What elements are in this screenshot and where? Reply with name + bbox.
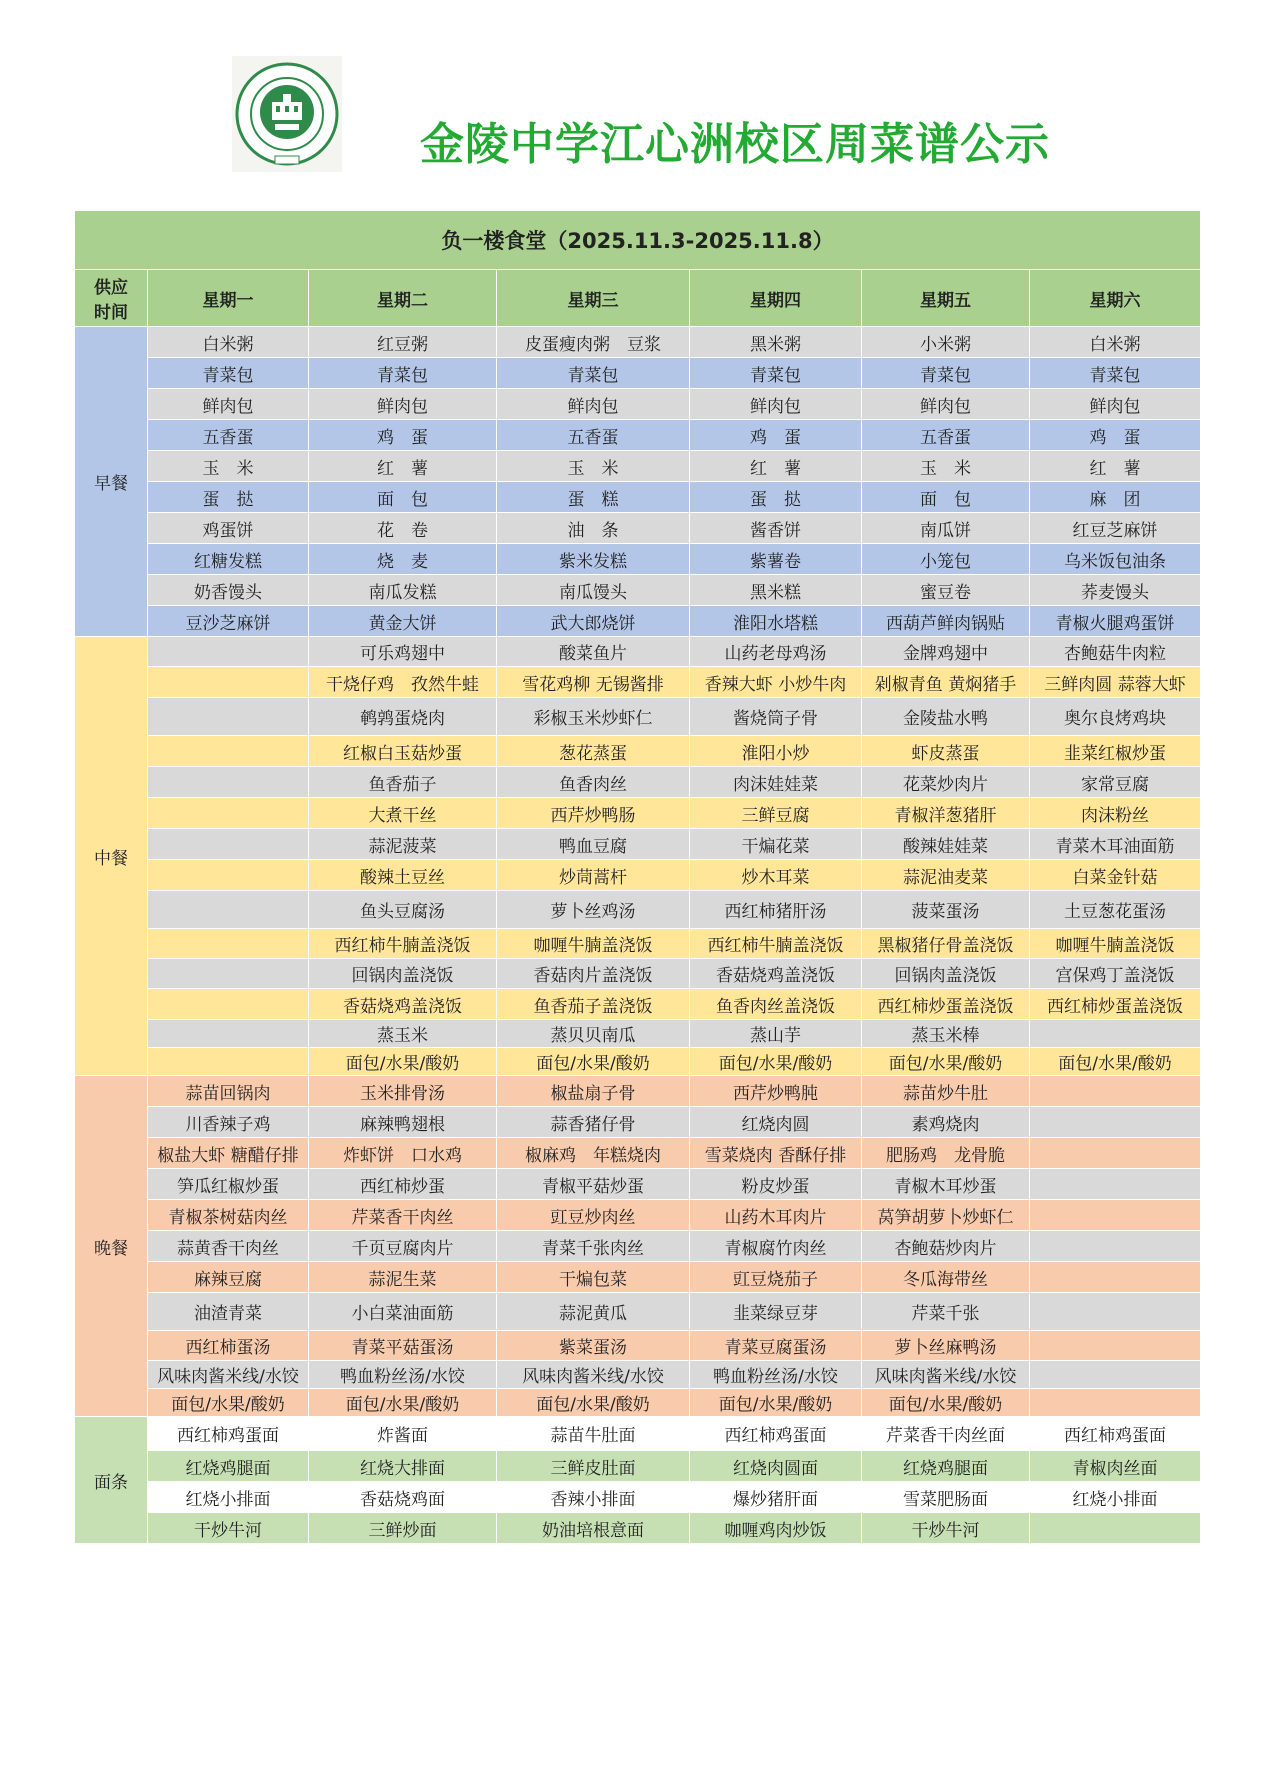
menu-cell: 咖喱鸡肉炒饭 xyxy=(690,1513,862,1544)
menu-cell: 面 包 xyxy=(309,482,497,513)
menu-cell: 咖喱牛腩盖浇饭 xyxy=(1030,929,1201,959)
table-row xyxy=(75,959,1201,989)
menu-cell: 干煸包菜 xyxy=(497,1262,690,1293)
header-supply-time: 供应 时间 xyxy=(75,270,148,327)
menu-cell: 鲜肉包 xyxy=(309,389,497,420)
menu-cell: 香菇烧鸡盖浇饭 xyxy=(690,959,862,989)
menu-cell: 豆沙芝麻饼 xyxy=(148,606,309,637)
menu-cell: 面包/水果/酸奶 xyxy=(690,1389,862,1417)
header-day: 星期三 xyxy=(497,270,690,327)
menu-cell: 黑椒猪仔骨盖浇饭 xyxy=(862,929,1030,959)
menu-cell: 麻 团 xyxy=(1030,482,1201,513)
menu-cell: 青椒茶树菇肉丝 xyxy=(148,1200,309,1231)
header-day: 星期四 xyxy=(690,270,862,327)
menu-cell: 蒜黄香干肉丝 xyxy=(148,1231,309,1262)
menu-cell: 干煸花菜 xyxy=(690,829,862,860)
menu-cell: 五香蛋 xyxy=(148,420,309,451)
menu-cell: 回锅肉盖浇饭 xyxy=(309,959,497,989)
menu-cell xyxy=(148,1048,309,1076)
menu-cell: 椒盐扇子骨 xyxy=(497,1076,690,1107)
menu-cell: 千页豆腐肉片 xyxy=(309,1231,497,1262)
menu-cell: 芹菜千张 xyxy=(862,1293,1030,1331)
menu-cell: 杏鲍菇牛肉粒 xyxy=(1030,637,1201,667)
menu-cell: 南瓜发糕 xyxy=(309,575,497,606)
menu-cell: 三鲜炒面 xyxy=(309,1513,497,1544)
menu-cell: 西红柿鸡蛋面 xyxy=(148,1417,309,1451)
table-row xyxy=(75,1048,1201,1076)
menu-cell: 金陵盐水鸭 xyxy=(862,698,1030,736)
menu-cell: 西红柿炒蛋 xyxy=(309,1169,497,1200)
menu-cell: 回锅肉盖浇饭 xyxy=(862,959,1030,989)
menu-cell: 青菜木耳油面筋 xyxy=(1030,829,1201,860)
menu-cell xyxy=(1030,1361,1201,1389)
menu-cell: 青菜平菇蛋汤 xyxy=(309,1331,497,1361)
menu-cell xyxy=(1030,1231,1201,1262)
menu-cell: 红烧肉圆 xyxy=(690,1107,862,1138)
table-row xyxy=(75,389,1201,420)
menu-cell: 红烧小排面 xyxy=(1030,1482,1201,1513)
menu-cell: 炒木耳菜 xyxy=(690,860,862,891)
table-row xyxy=(75,1138,1201,1169)
menu-cell: 青椒木耳炒蛋 xyxy=(862,1169,1030,1200)
menu-cell: 红烧大排面 xyxy=(309,1451,497,1482)
menu-cell: 风味肉酱米线/水饺 xyxy=(497,1361,690,1389)
menu-cell: 青菜千张肉丝 xyxy=(497,1231,690,1262)
menu-cell: 鸭血豆腐 xyxy=(497,829,690,860)
menu-cell: 大煮干丝 xyxy=(309,798,497,829)
menu-cell: 皮蛋瘦肉粥 豆浆 xyxy=(497,327,690,358)
table-row xyxy=(75,420,1201,451)
menu-cell: 油 条 xyxy=(497,513,690,544)
menu-cell: 花 卷 xyxy=(309,513,497,544)
menu-cell: 香辣大虾 小炒牛肉 xyxy=(690,667,862,698)
menu-cell: 面包/水果/酸奶 xyxy=(690,1048,862,1076)
table-row xyxy=(75,1451,1201,1482)
menu-cell xyxy=(1030,1169,1201,1200)
menu-cell xyxy=(148,989,309,1020)
menu-cell: 青菜包 xyxy=(309,358,497,389)
menu-cell: 雪菜烧肉 香酥仔排 xyxy=(690,1138,862,1169)
table-row xyxy=(75,1262,1201,1293)
header-day: 星期一 xyxy=(148,270,309,327)
menu-cell: 萝卜丝鸡汤 xyxy=(497,891,690,929)
menu-cell: 面包/水果/酸奶 xyxy=(1030,1048,1201,1076)
menu-cell: 青菜包 xyxy=(148,358,309,389)
table-row xyxy=(75,1331,1201,1361)
menu-cell: 可乐鸡翅中 xyxy=(309,637,497,667)
table-row xyxy=(75,1389,1201,1417)
menu-cell xyxy=(148,667,309,698)
menu-cell: 酱烧筒子骨 xyxy=(690,698,862,736)
menu-cell: 青菜包 xyxy=(1030,358,1201,389)
menu-cell: 蒜苗回锅肉 xyxy=(148,1076,309,1107)
menu-cell: 鲜肉包 xyxy=(497,389,690,420)
menu-cell: 面包/水果/酸奶 xyxy=(309,1048,497,1076)
menu-cell: 笋瓜红椒炒蛋 xyxy=(148,1169,309,1200)
menu-cell: 烧 麦 xyxy=(309,544,497,575)
table-row xyxy=(75,767,1201,798)
menu-cell: 酸辣土豆丝 xyxy=(309,860,497,891)
meal-label: 晚餐 xyxy=(75,1076,148,1417)
menu-cell: 乌米饭包油条 xyxy=(1030,544,1201,575)
menu-cell: 红 薯 xyxy=(1030,451,1201,482)
menu-cell: 椒盐大虾 糖醋仔排 xyxy=(148,1138,309,1169)
menu-cell: 紫菜蛋汤 xyxy=(497,1331,690,1361)
menu-cell: 香菇肉片盖浇饭 xyxy=(497,959,690,989)
menu-cell: 蛋 挞 xyxy=(690,482,862,513)
menu-cell: 酸辣娃娃菜 xyxy=(862,829,1030,860)
menu-cell: 西红柿蛋汤 xyxy=(148,1331,309,1361)
table-row xyxy=(75,860,1201,891)
table-row xyxy=(75,1293,1201,1331)
menu-cell: 粉皮炒蛋 xyxy=(690,1169,862,1200)
table-row xyxy=(75,451,1201,482)
menu-cell: 青椒平菇炒蛋 xyxy=(497,1169,690,1200)
table-row xyxy=(75,544,1201,575)
menu-cell xyxy=(148,929,309,959)
menu-cell: 红 薯 xyxy=(309,451,497,482)
menu-cell: 玉米排骨汤 xyxy=(309,1076,497,1107)
menu-cell: 鸡 蛋 xyxy=(1030,420,1201,451)
meal-label: 早餐 xyxy=(75,327,148,637)
menu-cell: 冬瓜海带丝 xyxy=(862,1262,1030,1293)
menu-cell: 三鲜肉圆 蒜蓉大虾 xyxy=(1030,667,1201,698)
menu-cell: 莴笋胡萝卜炒虾仁 xyxy=(862,1200,1030,1231)
menu-cell xyxy=(1030,1293,1201,1331)
table-row xyxy=(75,358,1201,389)
menu-cell: 鸡 蛋 xyxy=(690,420,862,451)
menu-cell: 红烧小排面 xyxy=(148,1482,309,1513)
table-row xyxy=(75,1076,1201,1107)
menu-cell: 西红柿鸡蛋面 xyxy=(1030,1417,1201,1451)
menu-cell: 蒸玉米 xyxy=(309,1020,497,1048)
menu-cell: 山药木耳肉片 xyxy=(690,1200,862,1231)
menu-cell: 萝卜丝麻鸭汤 xyxy=(862,1331,1030,1361)
menu-cell: 面包/水果/酸奶 xyxy=(497,1048,690,1076)
menu-body xyxy=(75,327,1201,1544)
menu-cell: 玉 米 xyxy=(497,451,690,482)
menu-cell: 红豆芝麻饼 xyxy=(1030,513,1201,544)
menu-cell: 鱼香肉丝盖浇饭 xyxy=(690,989,862,1020)
menu-cell: 鲜肉包 xyxy=(862,389,1030,420)
menu-cell: 蒜苗炒牛肚 xyxy=(862,1076,1030,1107)
menu-cell: 麻辣豆腐 xyxy=(148,1262,309,1293)
menu-cell xyxy=(1030,1389,1201,1417)
menu-cell: 鲜肉包 xyxy=(1030,389,1201,420)
menu-table xyxy=(74,210,1201,1544)
menu-cell xyxy=(1030,1200,1201,1231)
menu-cell: 豇豆炒肉丝 xyxy=(497,1200,690,1231)
menu-cell: 芹菜香干肉丝面 xyxy=(862,1417,1030,1451)
menu-cell: 青菜豆腐蛋汤 xyxy=(690,1331,862,1361)
table-row xyxy=(75,1482,1201,1513)
menu-cell: 鸭血粉丝汤/水饺 xyxy=(309,1361,497,1389)
table-row xyxy=(75,513,1201,544)
header-day: 星期二 xyxy=(309,270,497,327)
menu-cell: 红糖发糕 xyxy=(148,544,309,575)
menu-cell: 面包/水果/酸奶 xyxy=(148,1389,309,1417)
table-row xyxy=(75,606,1201,637)
menu-cell: 风味肉酱米线/水饺 xyxy=(862,1361,1030,1389)
menu-cell: 雪菜肥肠面 xyxy=(862,1482,1030,1513)
menu-cell: 青菜包 xyxy=(862,358,1030,389)
menu-cell: 素鸡烧肉 xyxy=(862,1107,1030,1138)
menu-cell: 黑米糕 xyxy=(690,575,862,606)
menu-cell xyxy=(1030,1513,1201,1544)
menu-cell: 西红柿鸡蛋面 xyxy=(690,1417,862,1451)
menu-cell: 花菜炒肉片 xyxy=(862,767,1030,798)
menu-cell: 鲜肉包 xyxy=(148,389,309,420)
menu-cell: 雪花鸡柳 无锡酱排 xyxy=(497,667,690,698)
menu-cell: 紫米发糕 xyxy=(497,544,690,575)
menu-cell: 干炒牛河 xyxy=(148,1513,309,1544)
menu-cell: 红烧肉圆面 xyxy=(690,1451,862,1482)
menu-cell: 鸡蛋饼 xyxy=(148,513,309,544)
menu-cell xyxy=(148,860,309,891)
menu-cell: 麻辣鸭翅根 xyxy=(309,1107,497,1138)
menu-cell: 土豆葱花蛋汤 xyxy=(1030,891,1201,929)
table-row xyxy=(75,575,1201,606)
meal-label: 中餐 xyxy=(75,637,148,1076)
table-row xyxy=(75,1020,1201,1048)
menu-cell: 韭菜红椒炒蛋 xyxy=(1030,736,1201,767)
menu-cell: 面包/水果/酸奶 xyxy=(862,1048,1030,1076)
menu-cell xyxy=(1030,1262,1201,1293)
menu-cell: 面包/水果/酸奶 xyxy=(862,1389,1030,1417)
menu-cell: 蒜香猪仔骨 xyxy=(497,1107,690,1138)
menu-cell: 蒜苗牛肚面 xyxy=(497,1417,690,1451)
menu-cell: 白米粥 xyxy=(148,327,309,358)
table-row xyxy=(75,798,1201,829)
table-row xyxy=(75,736,1201,767)
menu-cell: 椒麻鸡 年糕烧肉 xyxy=(497,1138,690,1169)
table-row xyxy=(75,929,1201,959)
menu-cell: 肉沫粉丝 xyxy=(1030,798,1201,829)
menu-cell: 青椒肉丝面 xyxy=(1030,1451,1201,1482)
menu-cell: 青椒火腿鸡蛋饼 xyxy=(1030,606,1201,637)
table-row xyxy=(75,1200,1201,1231)
table-row xyxy=(75,667,1201,698)
menu-cell: 三鲜皮肚面 xyxy=(497,1451,690,1482)
menu-cell: 西葫芦鲜肉锅贴 xyxy=(862,606,1030,637)
menu-cell: 炒茼蒿杆 xyxy=(497,860,690,891)
menu-cell: 蒸山芋 xyxy=(690,1020,862,1048)
menu-cell: 杏鲍菇炒肉片 xyxy=(862,1231,1030,1262)
menu-cell: 荞麦馒头 xyxy=(1030,575,1201,606)
menu-cell xyxy=(148,798,309,829)
menu-cell: 玉 米 xyxy=(862,451,1030,482)
menu-cell: 青椒洋葱猪肝 xyxy=(862,798,1030,829)
menu-cell: 蒜泥黄瓜 xyxy=(497,1293,690,1331)
menu-cell: 鸭血粉丝汤/水饺 xyxy=(690,1361,862,1389)
menu-cell: 菠菜蛋汤 xyxy=(862,891,1030,929)
table-row xyxy=(75,698,1201,736)
menu-cell: 奶油培根意面 xyxy=(497,1513,690,1544)
menu-cell: 蛋 挞 xyxy=(148,482,309,513)
menu-cell: 葱花蒸蛋 xyxy=(497,736,690,767)
menu-cell: 西红柿炒蛋盖浇饭 xyxy=(862,989,1030,1020)
menu-cell: 南瓜馒头 xyxy=(497,575,690,606)
page-title: 金陵中学江心洲校区周菜谱公示 xyxy=(420,119,1050,170)
menu-cell: 香菇烧鸡面 xyxy=(309,1482,497,1513)
table-caption: 负一楼食堂（2025.11.3-2025.11.8） xyxy=(75,211,1201,270)
table-row xyxy=(75,1107,1201,1138)
menu-cell: 西芹炒鸭肠 xyxy=(497,798,690,829)
menu-cell: 川香辣子鸡 xyxy=(148,1107,309,1138)
menu-cell: 黄金大饼 xyxy=(309,606,497,637)
menu-cell: 青椒腐竹肉丝 xyxy=(690,1231,862,1262)
menu-cell: 青菜包 xyxy=(690,358,862,389)
menu-cell: 油渣青菜 xyxy=(148,1293,309,1331)
menu-cell: 香菇烧鸡盖浇饭 xyxy=(309,989,497,1020)
header-day: 星期五 xyxy=(862,270,1030,327)
menu-cell: 红 薯 xyxy=(690,451,862,482)
menu-cell: 面包/水果/酸奶 xyxy=(309,1389,497,1417)
menu-cell: 蒸贝贝南瓜 xyxy=(497,1020,690,1048)
menu-cell: 香辣小排面 xyxy=(497,1482,690,1513)
menu-cell: 淮阳水塔糕 xyxy=(690,606,862,637)
meal-label: 面条 xyxy=(75,1417,148,1544)
menu-cell: 青菜包 xyxy=(497,358,690,389)
menu-cell: 白米粥 xyxy=(1030,327,1201,358)
menu-cell: 鱼头豆腐汤 xyxy=(309,891,497,929)
menu-cell: 三鲜豆腐 xyxy=(690,798,862,829)
menu-cell xyxy=(148,637,309,667)
menu-cell: 彩椒玉米炒虾仁 xyxy=(497,698,690,736)
menu-cell: 小米粥 xyxy=(862,327,1030,358)
menu-cell: 干炒牛河 xyxy=(862,1513,1030,1544)
menu-cell: 炸虾饼 口水鸡 xyxy=(309,1138,497,1169)
table-row xyxy=(75,989,1201,1020)
menu-cell: 蒜泥生菜 xyxy=(309,1262,497,1293)
menu-cell: 爆炒猪肝面 xyxy=(690,1482,862,1513)
menu-cell: 蛋 糕 xyxy=(497,482,690,513)
menu-cell: 蜜豆卷 xyxy=(862,575,1030,606)
table-row xyxy=(75,1231,1201,1262)
menu-cell: 韭菜绿豆芽 xyxy=(690,1293,862,1331)
menu-cell: 红豆粥 xyxy=(309,327,497,358)
table-row xyxy=(75,1513,1201,1544)
table-header-row xyxy=(75,270,1201,327)
menu-cell: 宫保鸡丁盖浇饭 xyxy=(1030,959,1201,989)
menu-cell xyxy=(148,767,309,798)
menu-cell: 西红柿牛腩盖浇饭 xyxy=(690,929,862,959)
menu-cell xyxy=(1030,1138,1201,1169)
menu-cell: 奥尔良烤鸡块 xyxy=(1030,698,1201,736)
menu-cell xyxy=(148,736,309,767)
menu-cell: 鸡 蛋 xyxy=(309,420,497,451)
menu-cell: 武大郎烧饼 xyxy=(497,606,690,637)
table-row xyxy=(75,891,1201,929)
menu-cell: 肥肠鸡 龙骨脆 xyxy=(862,1138,1030,1169)
menu-cell: 咖喱牛腩盖浇饭 xyxy=(497,929,690,959)
table-row xyxy=(75,1361,1201,1389)
menu-cell: 西红柿猪肝汤 xyxy=(690,891,862,929)
menu-cell: 淮阳小炒 xyxy=(690,736,862,767)
school-logo xyxy=(232,56,342,172)
menu-cell: 红椒白玉菇炒蛋 xyxy=(309,736,497,767)
menu-cell xyxy=(1030,1107,1201,1138)
menu-cell: 鱼香肉丝 xyxy=(497,767,690,798)
table-row xyxy=(75,327,1201,358)
menu-cell xyxy=(1030,1331,1201,1361)
menu-cell: 黑米粥 xyxy=(690,327,862,358)
table-row xyxy=(75,1417,1201,1451)
menu-cell xyxy=(148,698,309,736)
menu-cell xyxy=(148,959,309,989)
menu-cell xyxy=(1030,1020,1201,1048)
table-row xyxy=(75,637,1201,667)
table-row xyxy=(75,1169,1201,1200)
menu-cell: 西红柿牛腩盖浇饭 xyxy=(309,929,497,959)
menu-cell: 南瓜饼 xyxy=(862,513,1030,544)
menu-cell: 炸酱面 xyxy=(309,1417,497,1451)
menu-cell: 山药老母鸡汤 xyxy=(690,637,862,667)
menu-cell: 小白菜油面筋 xyxy=(309,1293,497,1331)
menu-cell: 剁椒青鱼 黄焖猪手 xyxy=(862,667,1030,698)
table-row xyxy=(75,829,1201,860)
menu-cell: 鹌鹑蛋烧肉 xyxy=(309,698,497,736)
menu-cell: 面 包 xyxy=(862,482,1030,513)
menu-cell: 芹菜香干肉丝 xyxy=(309,1200,497,1231)
header-day: 星期六 xyxy=(1030,270,1201,327)
menu-cell: 酱香饼 xyxy=(690,513,862,544)
menu-cell: 家常豆腐 xyxy=(1030,767,1201,798)
menu-cell: 玉 米 xyxy=(148,451,309,482)
menu-cell xyxy=(1030,1076,1201,1107)
menu-cell: 五香蛋 xyxy=(862,420,1030,451)
menu-cell: 紫薯卷 xyxy=(690,544,862,575)
menu-cell: 肉沫娃娃菜 xyxy=(690,767,862,798)
menu-cell: 鲜肉包 xyxy=(690,389,862,420)
menu-cell: 蒸玉米棒 xyxy=(862,1020,1030,1048)
menu-cell: 风味肉酱米线/水饺 xyxy=(148,1361,309,1389)
menu-cell: 干烧仔鸡 孜然牛蛙 xyxy=(309,667,497,698)
menu-cell: 面包/水果/酸奶 xyxy=(497,1389,690,1417)
menu-cell xyxy=(148,1020,309,1048)
menu-cell: 西芹炒鸭肫 xyxy=(690,1076,862,1107)
menu-cell: 金牌鸡翅中 xyxy=(862,637,1030,667)
menu-cell: 酸菜鱼片 xyxy=(497,637,690,667)
menu-cell: 虾皮蒸蛋 xyxy=(862,736,1030,767)
menu-cell: 奶香馒头 xyxy=(148,575,309,606)
menu-cell xyxy=(148,829,309,860)
menu-cell: 西红柿炒蛋盖浇饭 xyxy=(1030,989,1201,1020)
menu-cell: 红烧鸡腿面 xyxy=(148,1451,309,1482)
table-row xyxy=(75,482,1201,513)
menu-cell: 小笼包 xyxy=(862,544,1030,575)
menu-cell: 五香蛋 xyxy=(497,420,690,451)
menu-cell: 白菜金针菇 xyxy=(1030,860,1201,891)
menu-cell: 蒜泥油麦菜 xyxy=(862,860,1030,891)
menu-cell: 鱼香茄子盖浇饭 xyxy=(497,989,690,1020)
menu-cell: 红烧鸡腿面 xyxy=(862,1451,1030,1482)
menu-cell xyxy=(148,891,309,929)
menu-cell: 豇豆烧茄子 xyxy=(690,1262,862,1293)
menu-cell: 鱼香茄子 xyxy=(309,767,497,798)
menu-cell: 蒜泥菠菜 xyxy=(309,829,497,860)
